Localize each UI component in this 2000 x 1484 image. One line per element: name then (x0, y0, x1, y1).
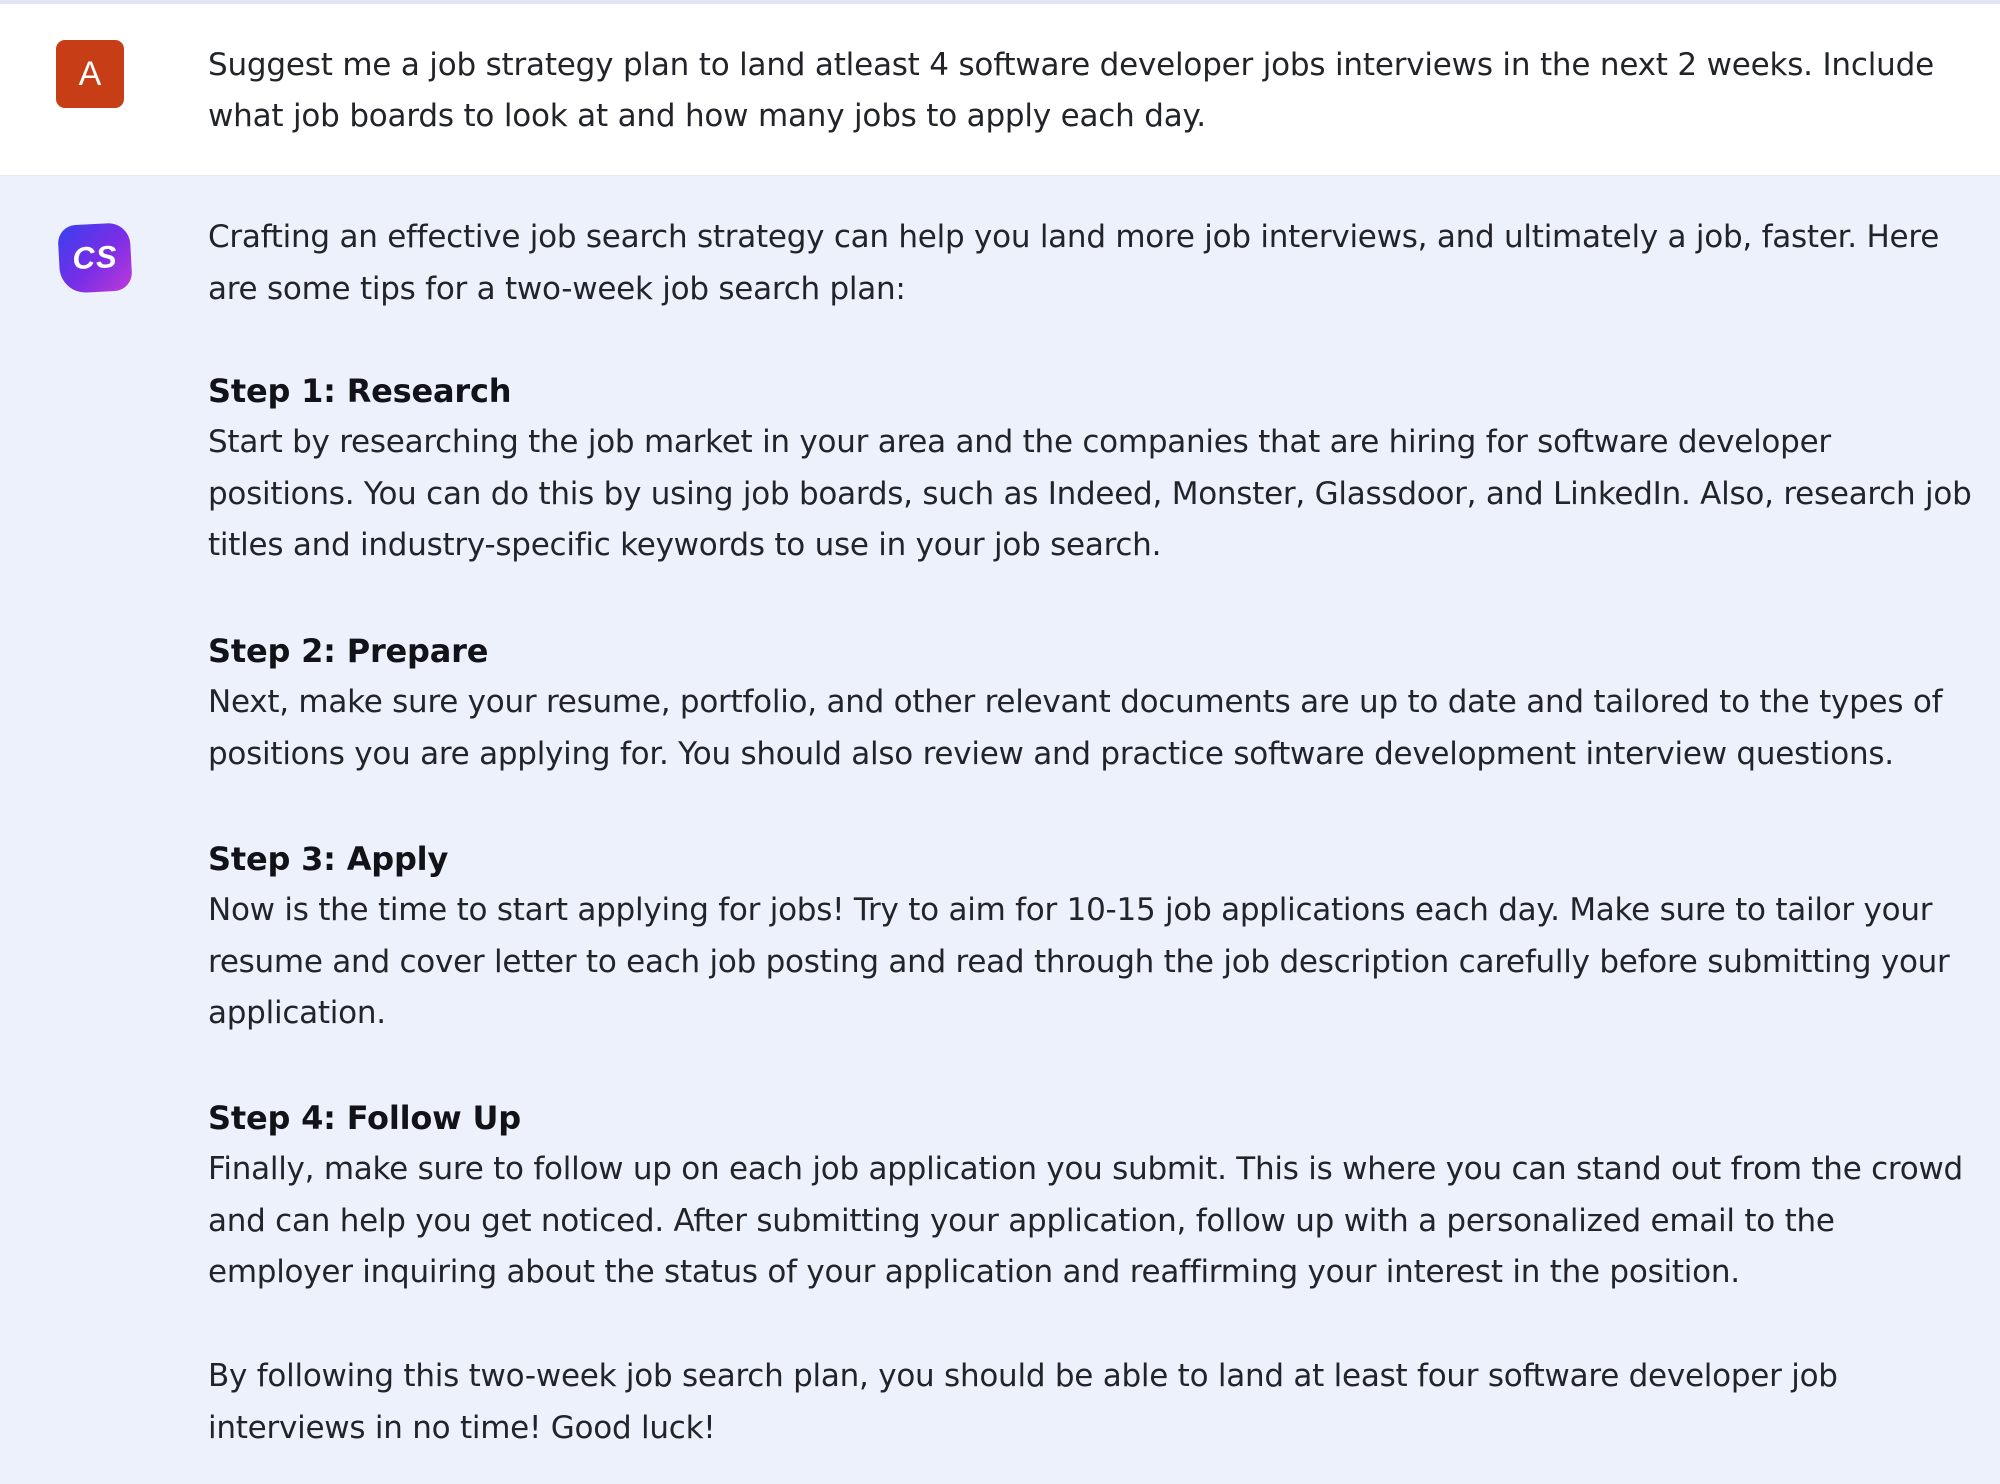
step-2-heading: Step 2: Prepare (208, 632, 489, 670)
step-4 (208, 1093, 1978, 1299)
step-1-heading: Step 1: Research (208, 372, 512, 410)
closing-paragraph: By following this two-week job search plan, you should be able to land at least four software developer job interviews in no time! Good luck! (208, 1358, 1838, 1446)
step-1 (208, 366, 1978, 572)
step-3 (208, 834, 1978, 1040)
user-message-row (0, 4, 2000, 176)
step-4-heading: Step 4: Follow Up (208, 1099, 521, 1137)
user-message-text: Suggest me a job strategy plan to land atleast 4 software developer jobs interviews in the next 2 weeks. Include what job boards to look at and how many jobs to apply each day. (208, 47, 1934, 134)
intro-paragraph: Crafting an effective job search strategy can help you land more job interviews, and ultimately a job, faster. Here are some tips for a two-week job search plan: (208, 219, 1940, 307)
step-3-heading: Step 3: Apply (208, 840, 449, 878)
assistant-avatar: CS (57, 222, 132, 294)
assistant-message-row (0, 176, 2000, 1484)
step-1-body: Start by researching the job market in your area and the companies that are hiring for software developer positions. You can do this by using job boards, such as Indeed, Monster, Glassdoor, and LinkedIn. Also, research job titles and industry-specific keywords to use in your job search. (208, 424, 1972, 563)
assistant-closing (208, 1351, 1978, 1454)
step-2-body: Next, make sure your resume, portfolio, and other relevant documents are up to date and tailored to the types of positions you are applying for. You should also review and practice software development interview questions. (208, 684, 1943, 772)
assistant-intro (208, 212, 1978, 315)
step-2 (208, 626, 1978, 780)
user-avatar: A (56, 40, 124, 108)
step-3-body: Now is the time to start applying for jobs! Try to aim for 10-15 job applications each day. Make sure to tailor your resume and cover letter to each job posting and read through the job description carefully before submitting your application. (208, 892, 1950, 1031)
step-4-body: Finally, make sure to follow up on each job application you submit. This is where you can stand out from the crowd and can help you get noticed. After submitting your application, follow up with a personalized email to the employer inquiring about the status of your application and reaffirming your interest in the position. (208, 1151, 1963, 1290)
